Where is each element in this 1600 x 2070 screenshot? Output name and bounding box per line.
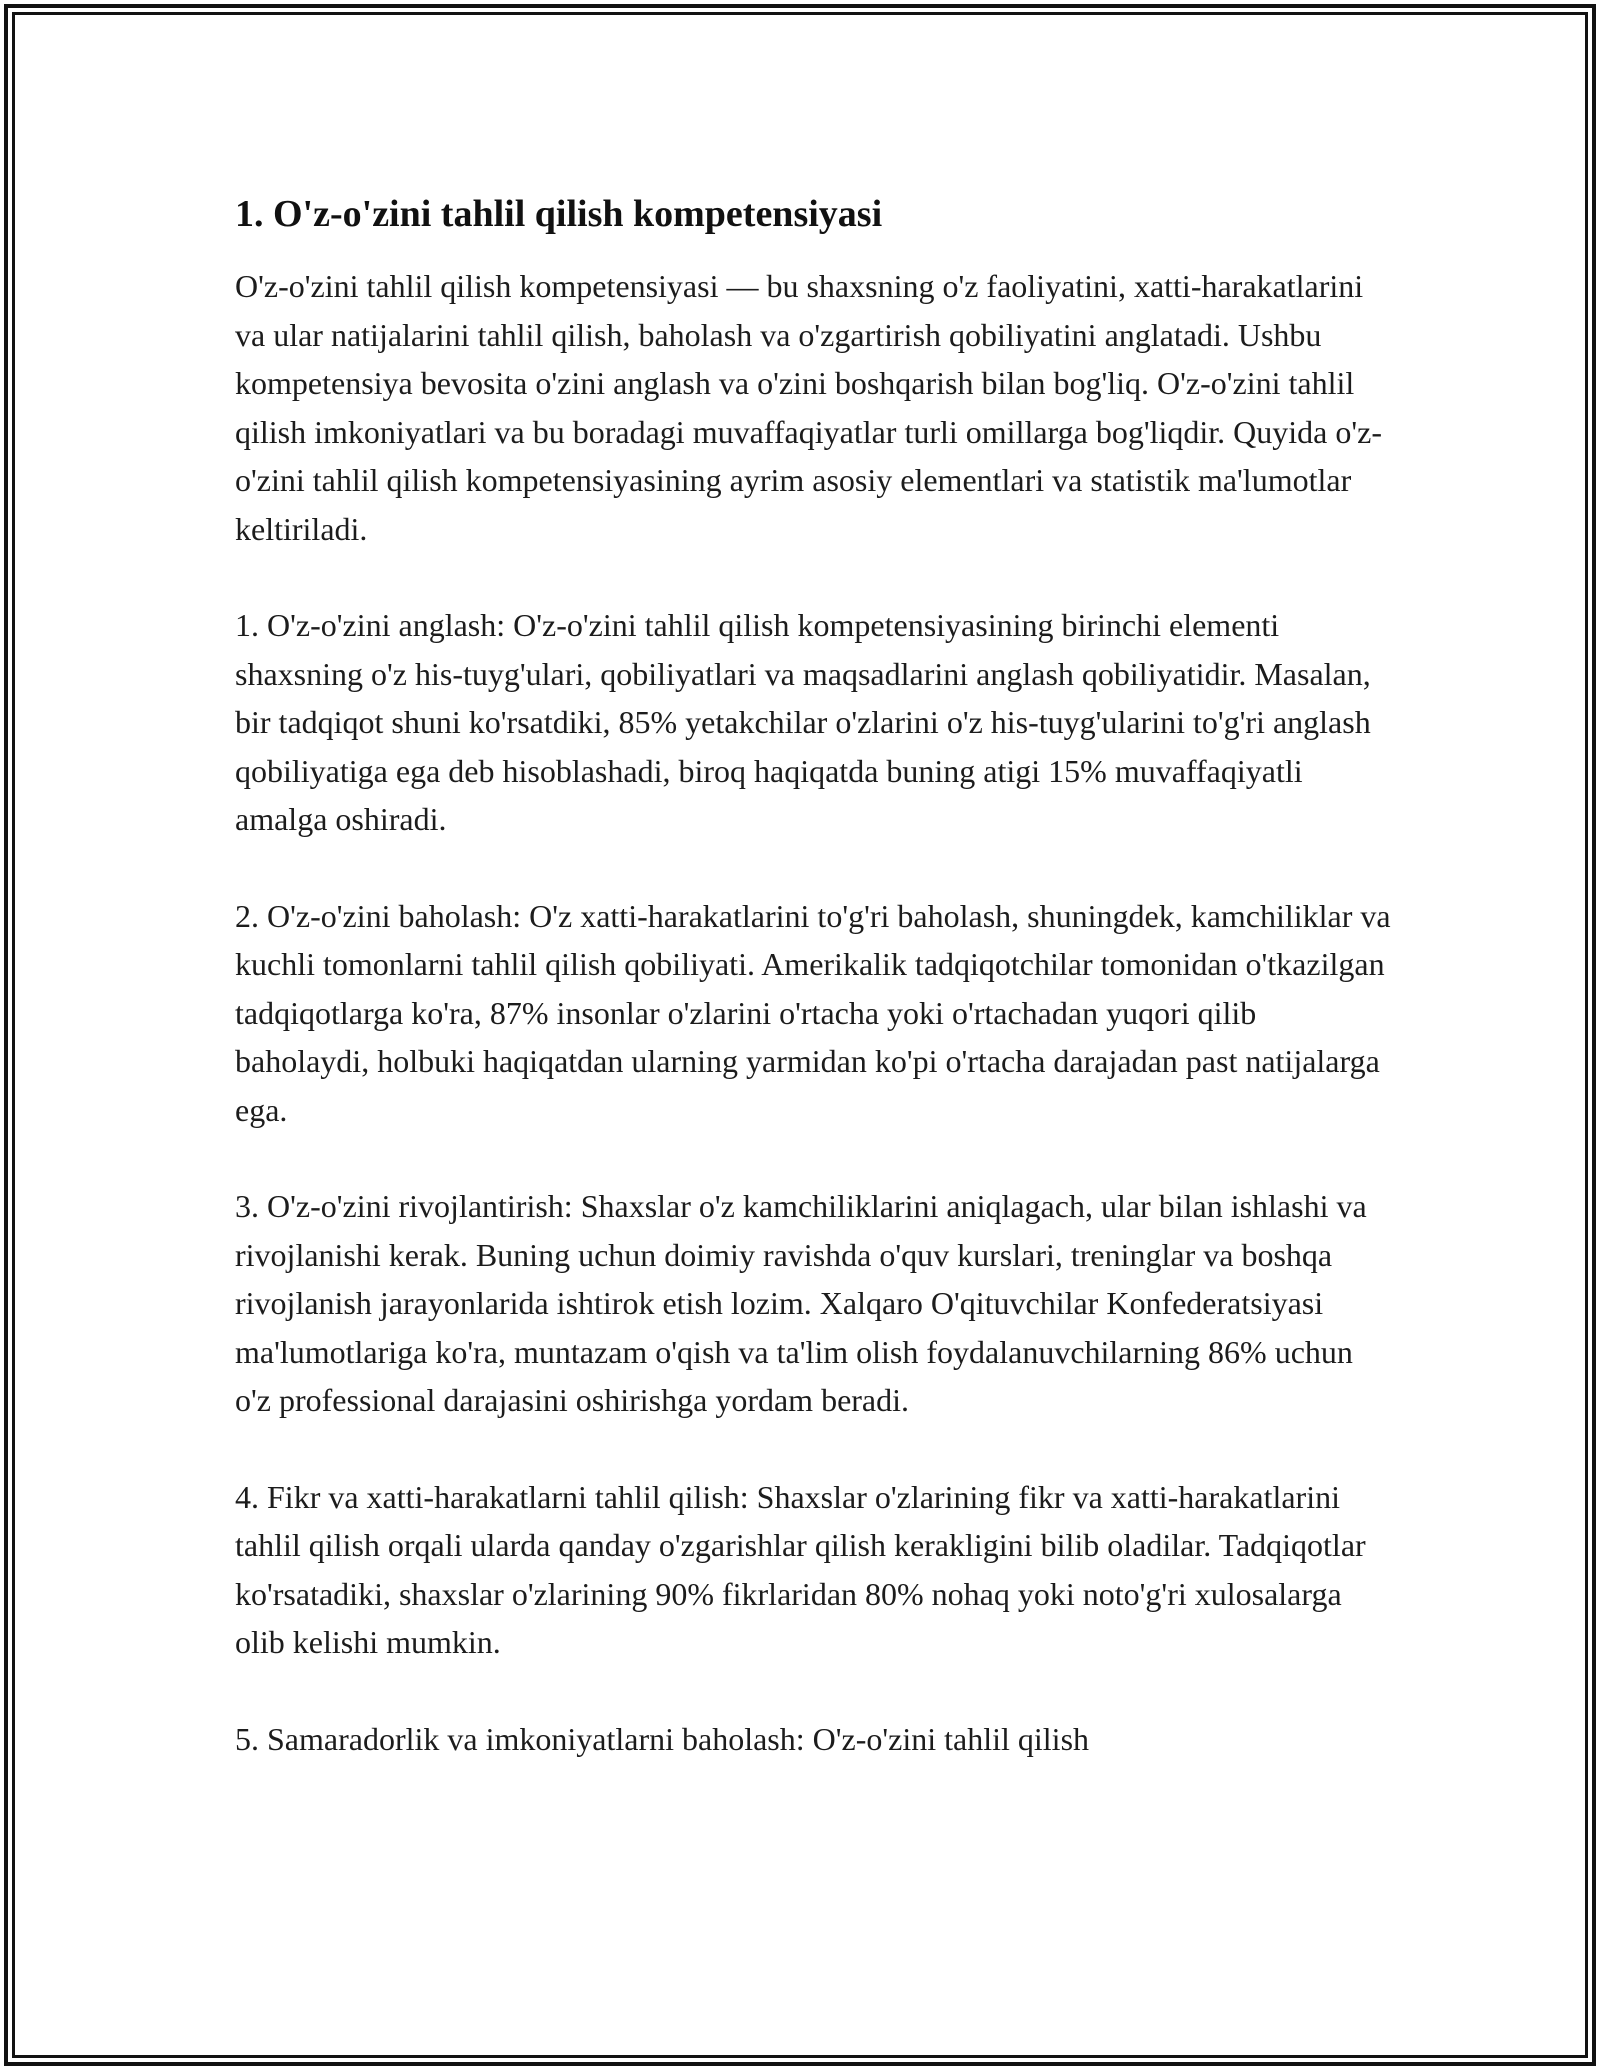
paragraph-self-development: 3. O'z-o'zini rivojlantirish: Shaxslar o'z kamchiliklarini aniqlagach, ular bilan ishlashi va rivojlanishi kerak. Buning uchun doimiy ravishda o'quv kurslari, treninglar va boshqa rivojlanish jarayonlarida ishtirok etish lozim. Xalqaro O'qituvchilar Konfederatsiyasi ma'lumotlariga ko'ra, muntazam o'qish va ta'lim olish foydalanuvchilarning 86% uchun o'z professional darajasini oshirishga yordam beradi. [235,1188,1367,1418]
paragraph-efficiency: 5. Samaradorlik va imkoniyatlarni baholash: O'z-o'zini tahlil qilish [235,1720,1090,1757]
document-body [235,186,1395,1811]
section-heading: 1. O'z-o'zini tahlil qilish kompetensiyasi [235,193,883,235]
intro-paragraph: O'z-o'zini tahlil qilish kompetensiyasi — bu shaxsning o'z faoliyatini, xatti-harakatlarini va ular natijalarini tahlil qilish, baholash va o'zgartirish qobiliyatini anglatadi. Ushbu kompetensiya bevosita o'zini anglash va o'zini boshqarish bilan bog'liq. O'z-o'zini tahlil qilish imkoniyatlari va bu boradagi muvaffaqiyatlar turli omillarga bog'liqdir. Quyida o'z-o'zini tahlil qilish kompetensiyasining ayrim asosiy elementlari va statistik ma'lumotlar keltiriladi. [235,268,1382,547]
paragraph-self-awareness: 1. O'z-o'zini anglash: O'z-o'zini tahlil qilish kompetensiyasining birinchi elementi shaxsning o'z his-tuyg'ulari, qobiliyatlari va maqsadlarini anglash qobiliyatidir. Masalan, bir tadqiqot shuni ko'rsatdiki, 85% yetakchilar o'zlarini o'z his-tuyg'ularini to'g'ri anglash qobiliyatiga ega deb hisoblashadi, biroq haqiqatda buning atigi 15% muvaffaqiyatli amalga oshiradi. [235,607,1371,837]
paragraph-self-assessment: 2. O'z-o'zini baholash: O'z xatti-harakatlarini to'g'ri baholash, shuningdek, kamchiliklar va kuchli tomonlarni tahlil qilish qobiliyati. Amerikalik tadqiqotchilar tomonidan o'tkazilgan tadqiqotlarga ko'ra, 87% insonlar o'zlarini o'rtacha yoki o'rtachadan yuqori qilib baholaydi, holbuki haqiqatdan ularning yarmidan ko'pi o'rtacha darajadan past natijalarga ega. [235,897,1391,1128]
paragraph-thought-analysis: 4. Fikr va xatti-harakatlarni tahlil qilish: Shaxslar o'zlarining fikr va xatti-harakatlarini tahlil qilish orqali ularda qanday o'zgarishlar qilish kerakligini bilib oladilar. Tadqiqotlar ko'rsatadiki, shaxslar o'zlarining 90% fikrlaridan 80% nohaq yoki noto'g'ri xulosalarga olib kelishi mumkin. [235,1478,1366,1660]
